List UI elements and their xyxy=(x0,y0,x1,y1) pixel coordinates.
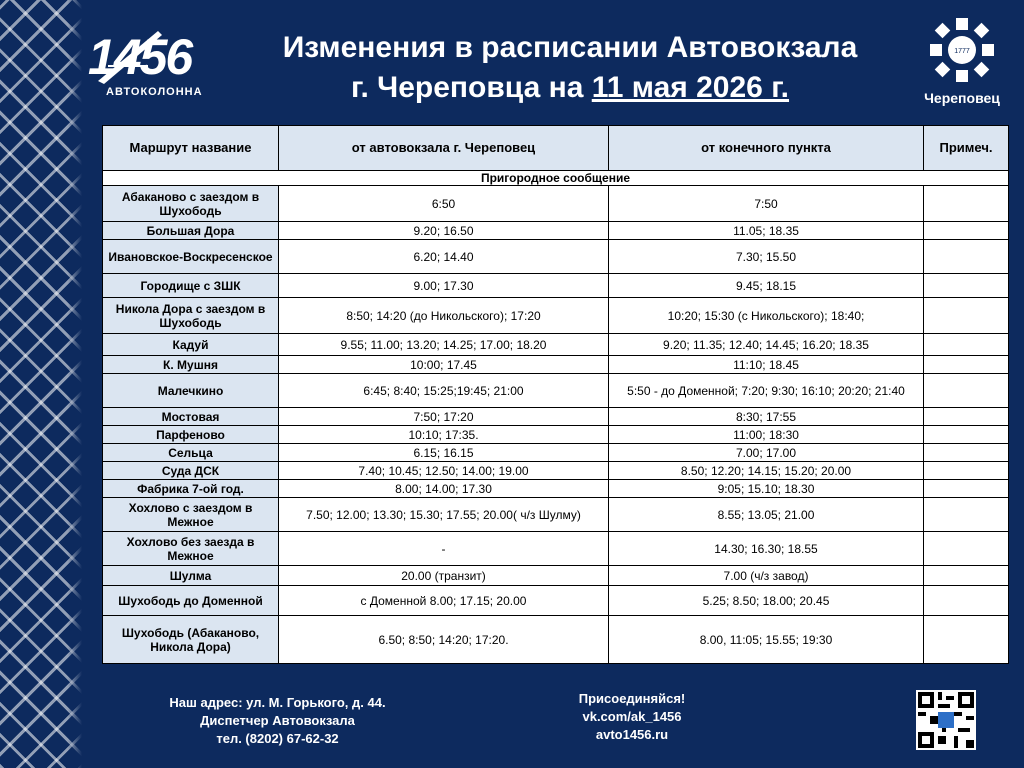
from-end-cell: 10:20; 15:30 (с Никольского); 18:40; xyxy=(609,298,924,334)
note-cell xyxy=(924,586,1009,616)
note-cell xyxy=(924,532,1009,566)
from-end-cell: 5:50 - до Доменной; 7:20; 9:30; 16:10; 20:20; 21:40 xyxy=(609,374,924,408)
from-end-cell: 14.30; 16.30; 18.55 xyxy=(609,532,924,566)
from-station-cell: 6:45; 8:40; 15:25;19:45; 21:00 xyxy=(279,374,609,408)
route-cell: Малечкино xyxy=(103,374,279,408)
from-station-cell: 7:50; 17:20 xyxy=(279,408,609,426)
table-row xyxy=(103,334,1009,356)
from-station-cell: 7.50; 12.00; 13.30; 15.30; 17.55; 20.00( ч/з Шулму) xyxy=(279,498,609,532)
table-row xyxy=(103,408,1009,426)
from-station-cell: 8:50; 14:20 (до Никольского); 17:20 xyxy=(279,298,609,334)
note-cell xyxy=(924,374,1009,408)
from-station-cell: 10:10; 17:35. xyxy=(279,426,609,444)
table-row xyxy=(103,498,1009,532)
table-row xyxy=(103,426,1009,444)
route-cell: Шулма xyxy=(103,566,279,586)
site-link[interactable]: avto1456.ru xyxy=(595,727,669,742)
header-route: Маршрут название xyxy=(103,126,279,171)
note-cell xyxy=(924,240,1009,274)
table-row xyxy=(103,532,1009,566)
note-cell xyxy=(924,616,1009,664)
route-cell: Мостовая xyxy=(103,408,279,426)
note-cell xyxy=(924,334,1009,356)
note-cell xyxy=(924,298,1009,334)
join-line: Присоединяйся! xyxy=(578,691,686,706)
from-station-cell: с Доменной 8.00; 17.15; 20.00 xyxy=(279,586,609,616)
table-row xyxy=(103,374,1009,408)
route-cell: Абаканово с заездом в Шухободь xyxy=(103,186,279,222)
table-row xyxy=(103,444,1009,462)
route-cell: Фабрика 7-ой год. xyxy=(103,480,279,498)
city-name: Череповец xyxy=(924,90,1000,106)
from-station-cell: 9.00; 17.30 xyxy=(279,274,609,298)
from-end-cell: 11:10; 18.45 xyxy=(609,356,924,374)
footer-join xyxy=(552,690,712,744)
table-row xyxy=(103,298,1009,334)
table-row xyxy=(103,462,1009,480)
table-row xyxy=(103,186,1009,222)
logo-caption: АВТОКОЛОННА xyxy=(106,86,203,98)
page-title xyxy=(225,28,915,108)
logo-number: 1456 xyxy=(88,29,192,85)
note-cell xyxy=(924,356,1009,374)
phone-line: тел. (8202) 67-62-32 xyxy=(216,731,339,746)
from-end-cell: 11:00; 18:30 xyxy=(609,426,924,444)
route-cell: Парфеново xyxy=(103,426,279,444)
route-cell: Городище с ЗШК xyxy=(103,274,279,298)
table-row xyxy=(103,616,1009,664)
from-station-cell: 9.20; 16.50 xyxy=(279,222,609,240)
route-cell: Шухободь до Доменной xyxy=(103,586,279,616)
route-cell: Никола Дора с заездом в Шухободь xyxy=(103,298,279,334)
footer-address xyxy=(150,694,405,748)
emblem-year: 1777 xyxy=(954,48,970,55)
from-station-cell: 6.20; 14.40 xyxy=(279,240,609,274)
note-cell xyxy=(924,444,1009,462)
note-cell xyxy=(924,186,1009,222)
route-cell: Сельца xyxy=(103,444,279,462)
note-cell xyxy=(924,408,1009,426)
section-title: Пригородное сообщение xyxy=(103,171,1009,186)
schedule-table xyxy=(102,125,1009,664)
address-line: Наш адрес: ул. М. Горького, д. 44. xyxy=(169,695,386,710)
decorative-pattern xyxy=(0,0,82,768)
from-station-cell: - xyxy=(279,532,609,566)
header-from-station: от автовокзала г. Череповец xyxy=(279,126,609,171)
table-row xyxy=(103,356,1009,374)
from-end-cell: 9:05; 15.10; 18.30 xyxy=(609,480,924,498)
table-row xyxy=(103,240,1009,274)
route-cell: Шухободь (Абаканово, Никола Дора) xyxy=(103,616,279,664)
table-row xyxy=(103,274,1009,298)
table-row xyxy=(103,480,1009,498)
from-station-cell: 8.00; 14.00; 17.30 xyxy=(279,480,609,498)
from-station-cell: 10:00; 17.45 xyxy=(279,356,609,374)
from-end-cell: 7.00 (ч/з завод) xyxy=(609,566,924,586)
route-cell: Хохлово с заездом в Межное xyxy=(103,498,279,532)
table-header-row xyxy=(103,126,1009,171)
table-row xyxy=(103,586,1009,616)
from-station-cell: 9.55; 11.00; 13.20; 14.25; 17.00; 18.20 xyxy=(279,334,609,356)
from-station-cell: 6.50; 8:50; 14:20; 17:20. xyxy=(279,616,609,664)
vk-link[interactable]: vk.com/ak_1456 xyxy=(582,709,682,724)
dispatcher-line: Диспетчер Автовокзала xyxy=(200,713,355,728)
from-station-cell: 20.00 (транзит) xyxy=(279,566,609,586)
header-from-end: от конечного пункта xyxy=(609,126,924,171)
from-end-cell: 7:50 xyxy=(609,186,924,222)
title-line2-prefix: г. Череповца на xyxy=(350,71,592,104)
table-row xyxy=(103,222,1009,240)
from-end-cell: 5.25; 8.50; 18.00; 20.45 xyxy=(609,586,924,616)
qr-code-icon[interactable] xyxy=(916,690,976,750)
route-cell: Хохлово без заезда в Межное xyxy=(103,532,279,566)
note-cell xyxy=(924,566,1009,586)
from-station-cell: 6:50 xyxy=(279,186,609,222)
route-cell: Большая Дора xyxy=(103,222,279,240)
header-note: Примеч. xyxy=(924,126,1009,171)
from-end-cell: 8.55; 13.05; 21.00 xyxy=(609,498,924,532)
city-logo xyxy=(912,18,1012,110)
note-cell xyxy=(924,274,1009,298)
from-end-cell: 11.05; 18.35 xyxy=(609,222,924,240)
note-cell xyxy=(924,462,1009,480)
title-line1: Изменения в расписании Автовокзала xyxy=(282,31,858,64)
company-logo xyxy=(88,26,218,106)
from-station-cell: 6.15; 16.15 xyxy=(279,444,609,462)
route-cell: К. Мушня xyxy=(103,356,279,374)
note-cell xyxy=(924,480,1009,498)
title-line2 xyxy=(225,68,915,108)
from-end-cell: 8.50; 12.20; 14.15; 15.20; 20.00 xyxy=(609,462,924,480)
note-cell xyxy=(924,222,1009,240)
note-cell xyxy=(924,498,1009,532)
from-end-cell: 9.45; 18.15 xyxy=(609,274,924,298)
city-emblem-icon xyxy=(930,18,994,82)
table-row xyxy=(103,566,1009,586)
route-cell: Ивановское-Воскресенское xyxy=(103,240,279,274)
from-end-cell: 7.30; 15.50 xyxy=(609,240,924,274)
from-end-cell: 8.00, 11:05; 15.55; 19:30 xyxy=(609,616,924,664)
route-cell: Кадуй xyxy=(103,334,279,356)
from-end-cell: 9.20; 11.35; 12.40; 14.45; 16.20; 18.35 xyxy=(609,334,924,356)
from-station-cell: 7.40; 10.45; 12.50; 14.00; 19.00 xyxy=(279,462,609,480)
section-row xyxy=(103,171,1009,186)
title-date: 11 мая 2026 г. xyxy=(591,71,790,104)
route-cell: Суда ДСК xyxy=(103,462,279,480)
from-end-cell: 8:30; 17:55 xyxy=(609,408,924,426)
note-cell xyxy=(924,426,1009,444)
from-end-cell: 7.00; 17.00 xyxy=(609,444,924,462)
